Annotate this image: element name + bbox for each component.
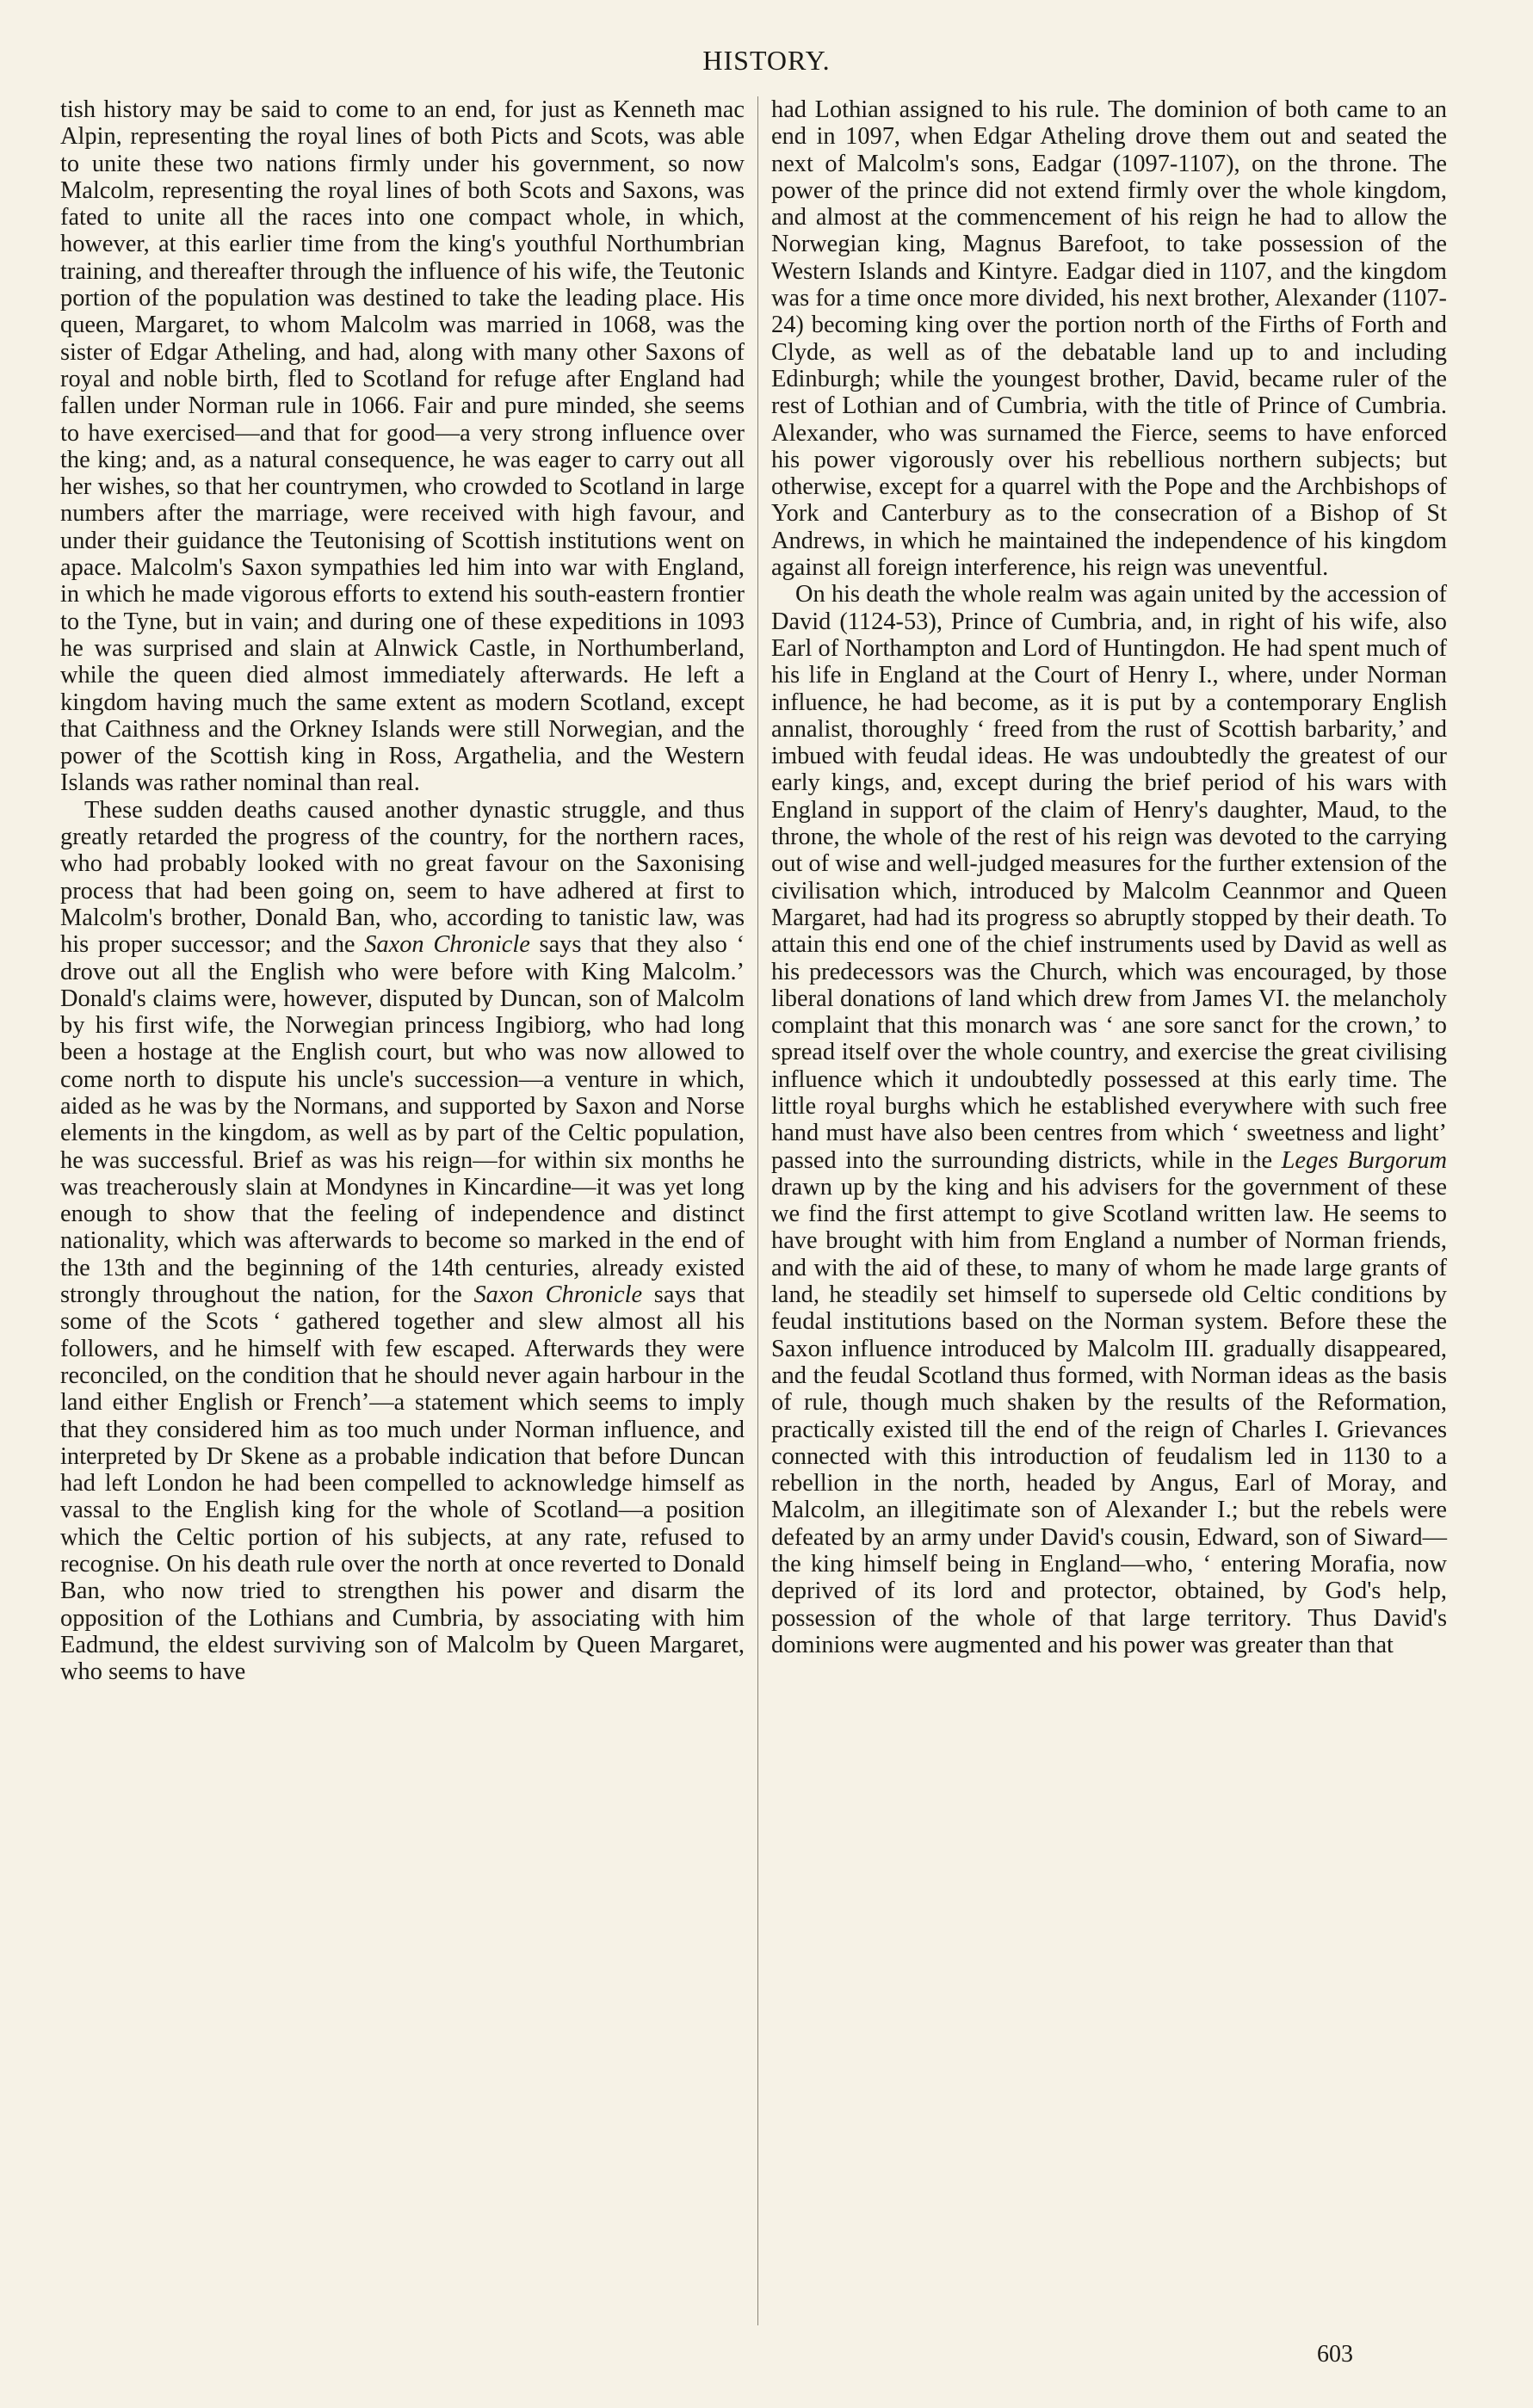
- italic-title: Saxon Chronicle: [364, 931, 530, 959]
- paragraph: [771, 581, 1447, 1658]
- paragraph-text: says that they also ‘ drove out all the English who were before with King Malcolm.’ Donald's claims were, however, disputed by Duncan, son of Malcolm by his first wife, the Norwegian princess Ingibiorg, who had long been a hostage at the English court, but who was now allowed to come north to dispute his uncle's succession—a venture in which, aided as he was by the Normans, and supported by Saxon and Norse elements in the kingdom, as well as by part of the Celtic population, he was successful. Brief as was his reign—for within six months he was treacherously slain at Mondynes in Kincardine—it was yet long enough to show that the feeling of independence and distinct nationality, which was afterwards to become so marked in the end of the 13th and the beginning of the 14th centuries, already existed strongly throughout the nation, for the: [60, 931, 745, 1309]
- paragraph-text: On his death the whole realm was again united by the accession of David (1124-53), Prince of Cumbria, and, in right of his wife, also Earl of Northampton and Lord of Huntingdon. He had spent much of his life in England at the Court of Henry I., where, under Norman influence, he had become, as it is put by a contemporary English annalist, thoroughly ‘ freed from the rust of Scottish barbarity,’ and imbued with feudal ideas. He was undoubtedly the greatest of our early kings, and, except during the brief period of his wars with England in support of the claim of Henry's daughter, Maud, to the throne, the whole of the rest of his reign was devoted to the carrying out of wise and well-judged measures for the further extension of the civilisation which, introduced by Malcolm Ceannmor and Queen Margaret, had had its progress so abruptly stopped by their death. To attain this end one of the chief instruments used by David as well as his predecessors was the Church, which was encouraged, by those liberal donations of land which drew from James VI. the melancholy complaint that this monarch was ‘ ane sore sanct for the crown,’ to spread itself over the whole country, and exercise the great civilising influence which it undoubtedly possessed at this early time. The little royal burghs which he established everywhere with such free hand must have also been centres from which ‘ sweetness and light’ passed into the surrounding districts, while in the: [771, 581, 1447, 1174]
- paragraph: [60, 96, 745, 797]
- italic-title: Saxon Chronicle: [473, 1281, 643, 1309]
- italic-title: Leges Burgorum: [1281, 1146, 1447, 1174]
- paragraph-text: had Lothian assigned to his rule. The dominion of both came to an end in 1097, when Edgar Atheling drove them out and seated the next of Malcolm's sons, Eadgar (1097-1107), on the throne. The power of the prince did not extend firmly over the whole kingdom, and almost at the commencement of his reign he had to allow the Norwegian king, Magnus Barefoot, to take possession of the Western Islands and Kintyre. Eadgar died in 1107, and the kingdom was for a time once more divided, his next brother, Alexander (1107-24) becoming king over the portion north of the Firths of Forth and Clyde, as well as of the debatable land up to and including Edinburgh; while the youngest brother, David, became ruler of the rest of Lothian and of Cumbria, with the title of Prince of Cumbria. Alexander, who was surnamed the Fierce, seems to have enforced his power vigorously over his rebellious northern subjects; but otherwise, except for a quarrel with the Pope and the Archbishops of York and Canterbury as to the consecration of a Bishop of St Andrews, in which he maintained the independence of his kingdom against all foreign interference, his reign was uneventful.: [771, 96, 1447, 582]
- left-text-column: [60, 96, 745, 1686]
- column-divider: [757, 96, 758, 2325]
- page-header-title: HISTORY.: [702, 45, 831, 76]
- paragraph-text: tish history may be said to come to an end, for just as Kenneth mac Alpin, representing the royal lines of both Picts and Scots, was able to unite these two nations firmly under his government, so now Malcolm, representing the royal lines of both Scots and Saxons, was fated to unite all the races into one compact whole, in which, however, at this earlier time from the king's youthful Northumbrian training, and thereafter through the influence of his wife, the Teutonic portion of the population was destined to take the leading place. His queen, Margaret, to whom Malcolm was married in 1068, was the sister of Edgar Atheling, and had, along with many other Saxons of royal and noble birth, fled to Scotland for refuge after England had fallen under Norman rule in 1066. Fair and pure minded, she seems to have exercised—and that for good—a very strong influence over the king; and, as a natural consequence, he was eager to carry out all her wishes, so that her countrymen, who crowded to Scotland in large numbers after the marriage, were received with high favour, and under their guidance the Teutonising of Scottish institutions went on apace. Malcolm's Saxon sympathies led him into war with England, in which he made vigorous efforts to extend his south-eastern frontier to the Tyne, but in vain; and during one of these expeditions in 1093 he was surprised and slain at Alnwick Castle, in Northumberland, while the queen died almost immediately afterwards. He left a kingdom having much the same extent as modern Scotland, except that Caithness and the Orkney Islands were still Norwegian, and the power of the Scottish king in Ross, Argathelia, and the Western Islands was rather nominal than real.: [60, 96, 745, 797]
- paragraph-text: says that some of the Scots ‘ gathered together and slew almost all his followers, and he himself with few escaped. Afterwards they were reconciled, on the condition that he should never again harbour in the land either English or French’—a statement which seems to imply that they considered him as too much under Norman influence, and interpreted by Dr Skene as a probable indication that before Duncan had left London he had been compelled to acknowledge himself as vassal to the English king for the whole of Scotland—a position which the Celtic portion of his subjects, at any rate, refused to recognise. On his death rule over the north at once reverted to Donald Ban, who now tried to strengthen his power and disarm the opposition of the Lothians and Cumbria, by associating with him Eadmund, the eldest surviving son of Malcolm by Queen Margaret, who seems to have: [60, 1281, 745, 1686]
- right-text-column: [771, 96, 1447, 1658]
- page-number: 603: [1317, 2341, 1353, 2368]
- paragraph: [60, 797, 745, 1686]
- paragraph: [771, 96, 1447, 581]
- paragraph-text: These sudden deaths caused another dynastic struggle, and thus greatly retarded the progress of the country, for the northern races, who had probably looked with no great favour on the Saxonising process that had been going on, seem to have adhered at first to Malcolm's brother, Donald Ban, who, according to tanistic law, was his proper successor; and the: [60, 796, 745, 959]
- paragraph-text: drawn up by the king and his advisers for the government of these we find the first attempt to give Scotland written law. He seems to have brought with him from England a number of Norman friends, and with the aid of these, to many of whom he made large grants of land, he steadily set himself to supersede old Celtic conditions by feudal institutions based on the Norman system. Before these the Saxon influence introduced by Malcolm III. gradually disappeared, and the feudal Scotland thus formed, with Norman ideas as the basis of rule, though much shaken by the results of the Reformation, practically existed till the end of the reign of Charles I. Grievances connected with this introduction of feudalism led in 1130 to a rebellion in the north, headed by Angus, Earl of Moray, and Malcolm, an illegitimate son of Alexander I.; but the rebels were defeated by an army under David's cousin, Edward, son of Siward—the king himself being in England—who, ‘ entering Morafia, now deprived of its lord and protector, obtained, by God's help, possession of the whole of that large territory. Thus David's dominions were augmented and his power was greater than that: [771, 1173, 1447, 1658]
